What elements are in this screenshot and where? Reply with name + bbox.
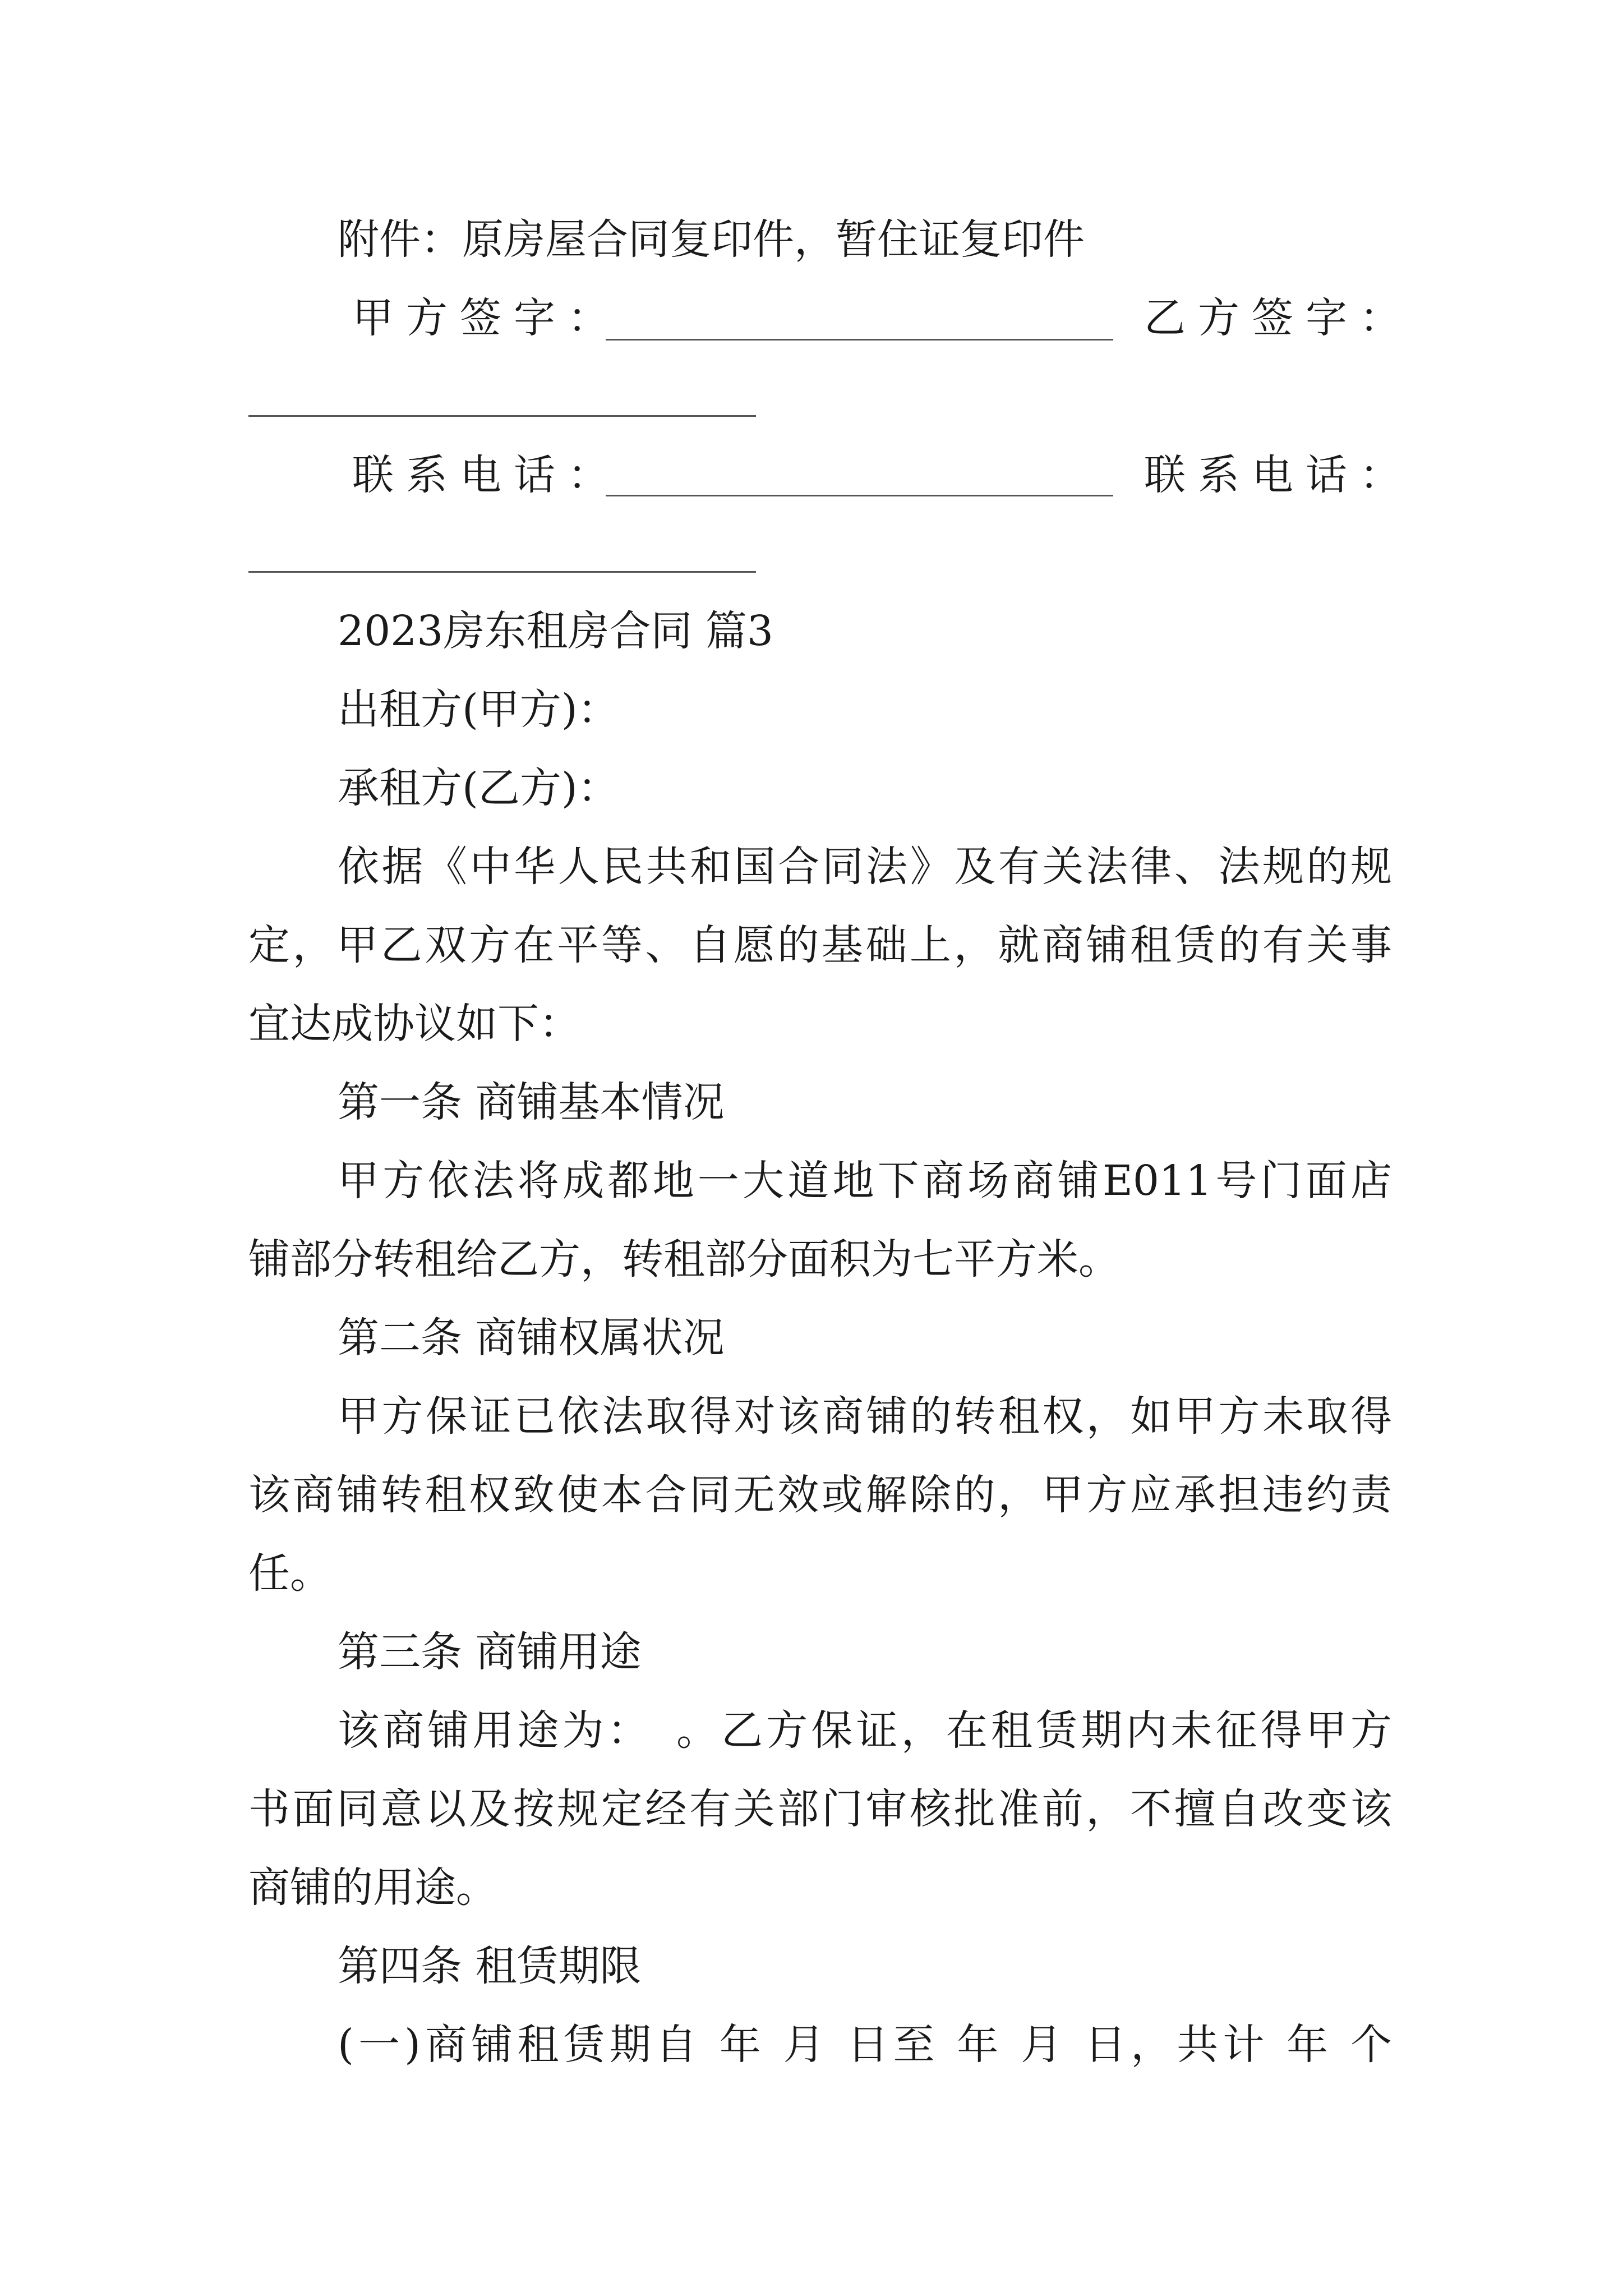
party-b-signature-line (248, 415, 756, 417)
party-b-phone-label: 联系电话： (1144, 451, 1413, 499)
article-text-line: 该商铺转租权致使本合同无效或解除的，甲方应承担违约责 (248, 1471, 1392, 1519)
party-b-phone-line (248, 571, 756, 573)
article-heading: 第二条 商铺权属状况 (338, 1314, 725, 1362)
article-heading: 第三条 商铺用途 (338, 1628, 642, 1676)
article-text-line: 书面同意以及按规定经有关部门审核批准前，不擅自改变该 (248, 1785, 1392, 1833)
preamble-line: 宜达成协议如下： (248, 1000, 580, 1048)
party-a-phone-label: 联系电话： (352, 451, 621, 499)
contract-title: 2023房东租房合同 篇3 (338, 607, 773, 655)
party-a-phone-line (606, 495, 1113, 496)
article-heading: 第四条 租赁期限 (338, 1942, 642, 1990)
article-text-line: 甲方保证已依法取得对该商铺的转租权，如甲方未取得 (338, 1392, 1392, 1441)
party-a-signature-line (606, 339, 1113, 341)
article-text-line: 铺部分转租给乙方，转租部分面积为七平方米。 (248, 1235, 1120, 1283)
attachment-line: 附件：原房屋合同复印件，暂住证复印件 (338, 215, 1085, 264)
article-text-line: 任。 (248, 1549, 331, 1598)
lessor-line: 出租方(甲方)： (338, 685, 619, 734)
party-a-signature-label: 甲方签字： (352, 294, 621, 342)
preamble-line: 依据《中华人民共和国合同法》及有关法律、法规的规 (338, 843, 1392, 891)
party-b-signature-label: 乙方签字： (1144, 294, 1413, 342)
article-text-line: 甲方依法将成都地一大道地下商场商铺E011号门面店 (338, 1157, 1392, 1205)
article-heading: 第一条 商铺基本情况 (338, 1078, 725, 1126)
preamble-line: 定，甲乙双方在平等、自愿的基础上，就商铺租赁的有关事 (248, 921, 1392, 969)
article-text-line: 该商铺用途为： 。乙方保证，在租赁期内未征得甲方 (338, 1706, 1392, 1755)
article-text-line: 商铺的用途。 (248, 1864, 497, 1912)
article-text-line: (一)商铺租赁期自 年 月 日至 年 月 日，共计 年 个 (338, 2021, 1392, 2069)
lessee-line: 承租方(乙方)： (338, 764, 619, 812)
